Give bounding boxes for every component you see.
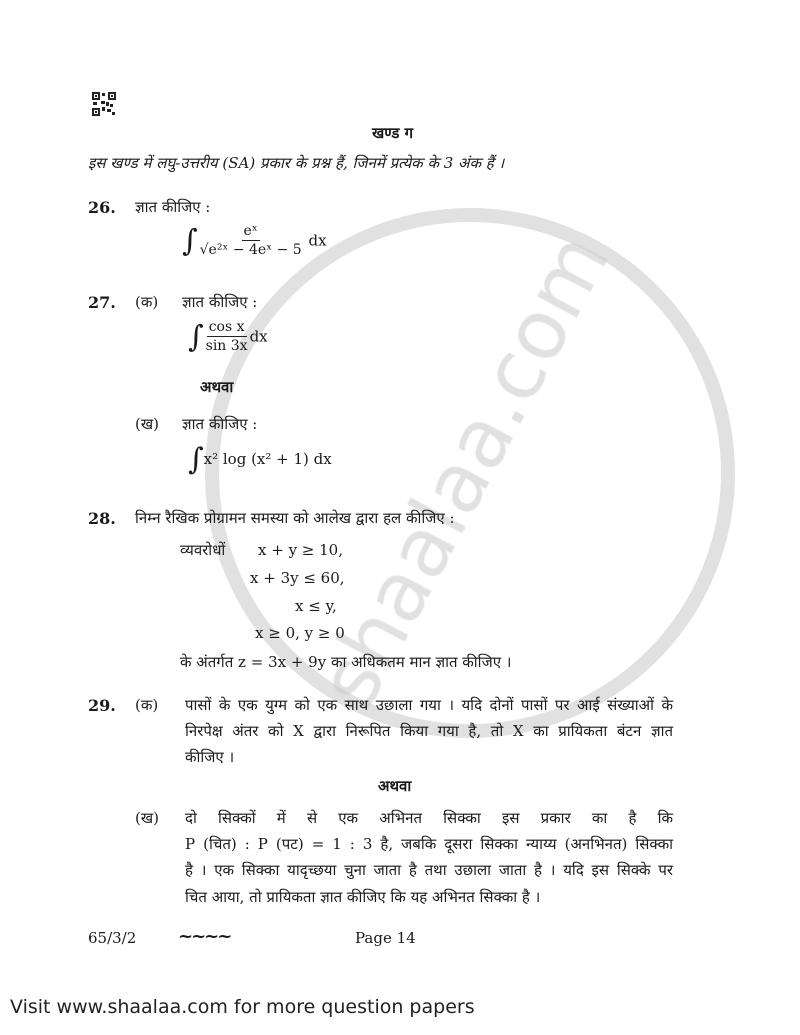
- q29-part-b-line: P (चित) : P (पट) = 1 : 3 है, जबकि दूसरा सिक्का न्याय्य (अनभिनत) सिक्का: [185, 835, 673, 853]
- q26-denominator: √e²ˣ − 4eˣ − 5: [199, 242, 302, 259]
- integral-sign-icon: ∫: [188, 442, 204, 477]
- q27-part-a-instruction: ज्ञात कीजिए :: [182, 293, 258, 311]
- q27-part-b-integral: [188, 442, 332, 478]
- q26-dx: dx: [308, 231, 327, 250]
- q27-part-b-integrand: x² log (x² + 1) dx: [203, 450, 332, 468]
- paper-code: 65/3/2: [88, 929, 137, 947]
- question-number-26: 26.: [88, 198, 116, 217]
- q28-constraints-label: व्यवरोधों: [180, 541, 226, 559]
- q28-text: निम्न रैखिक प्रोग्रामन समस्या को आलेख द्वारा हल कीजिए :: [135, 509, 455, 527]
- q27-part-a-integral: [188, 318, 268, 357]
- qr-code-icon: [92, 92, 116, 116]
- q28-constraint: x + y ≥ 10,: [258, 541, 343, 559]
- q26-instruction: ज्ञात कीजिए :: [135, 198, 211, 216]
- q29-part-b-line: चित आया, तो प्रायिकता ज्ञात कीजिए कि यह अभिनत सिक्का है ।: [185, 888, 541, 906]
- q27-numerator: cos x: [207, 318, 247, 337]
- footer-decoration: ~~~~: [178, 926, 231, 947]
- page-number: Page 14: [355, 929, 416, 947]
- q28-constraint: x ≥ 0, y ≥ 0: [255, 624, 345, 642]
- integral-sign-icon: ∫: [188, 319, 204, 355]
- q27-part-b-instruction: ज्ञात कीजिए :: [182, 415, 258, 433]
- bottom-banner[interactable]: Visit www.shaalaa.com for more question papers: [10, 996, 475, 1018]
- section-intro: इस खण्ड में लघु-उत्तरीय (SA) प्रकार के प्रश्न हैं, जिनमें प्रत्येक के 3 अंक हैं ।: [88, 154, 505, 172]
- q29-or: अथवा: [378, 777, 412, 795]
- q26-integral: [182, 222, 327, 261]
- question-number-27: 27.: [88, 293, 116, 312]
- question-number-29: 29.: [88, 696, 116, 715]
- q29-part-b-label: (ख): [135, 809, 159, 827]
- q27-part-a-label: (क): [135, 293, 159, 311]
- q29-part-b-line: दो सिक्कों में से एक अभिनत सिक्का इस प्रकार का है कि: [185, 809, 673, 827]
- q28-objective: के अंतर्गत z = 3x + 9y का अधिकतम मान ज्ञात कीजिए ।: [180, 653, 512, 671]
- section-title: खण्ड ग: [372, 124, 414, 142]
- q27-denominator: sin 3x: [205, 338, 248, 355]
- q27-dx: dx: [249, 327, 268, 346]
- q27-part-b-label: (ख): [135, 415, 159, 433]
- q29-part-b-line: है । एक सिक्का यादृच्छया चुना जाता है तथा उछाला जाता है । यदि इस सिक्के पर: [185, 861, 673, 879]
- q29-part-a-line: कीजिए ।: [185, 748, 235, 766]
- q28-constraint: x ≤ y,: [295, 597, 337, 615]
- q29-part-a-line: निरपेक्ष अंतर को X द्वारा निरूपित किया गया है, तो X का प्रायिकता बंटन ज्ञात: [185, 722, 673, 740]
- q29-part-a-line: पासों के एक युग्म को एक साथ उछाला गया । यदि दोनों पासों पर आई संख्याओं के: [185, 696, 673, 714]
- q27-or: अथवा: [200, 378, 234, 396]
- q26-numerator: eˣ: [242, 222, 260, 241]
- question-number-28: 28.: [88, 509, 116, 528]
- integral-sign-icon: ∫: [182, 223, 198, 259]
- q28-constraint: x + 3y ≤ 60,: [250, 569, 345, 587]
- q29-part-a-label: (क): [135, 696, 159, 714]
